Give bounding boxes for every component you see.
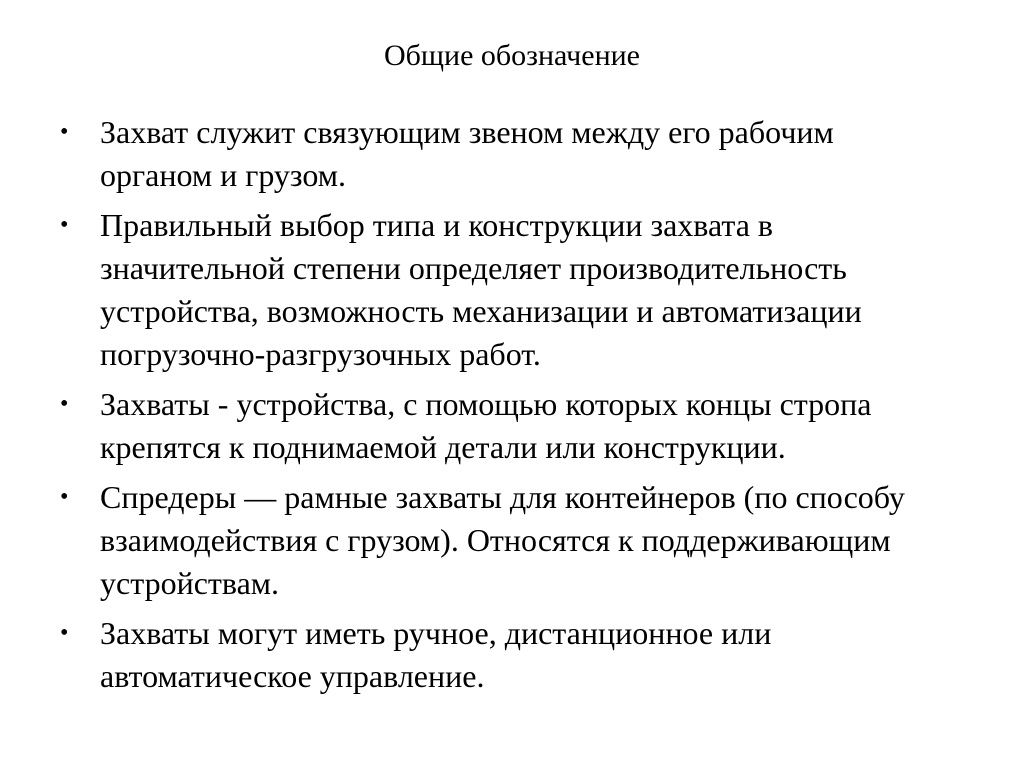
- bullet-line: крепятся к поднимаемой детали или конструкции.: [100, 429, 786, 465]
- bullet-item: [60, 111, 960, 197]
- bullet-dot-icon: •: [60, 119, 69, 145]
- bullet-item: [60, 612, 960, 698]
- bullet-line: органом и грузом.: [100, 157, 347, 193]
- bullet-line: автоматическое управление.: [100, 658, 485, 694]
- slide-title: Общие обозначение: [383, 39, 640, 72]
- bullet-list: [60, 111, 960, 705]
- bullet-dot-icon: •: [60, 484, 69, 510]
- bullet-item: [60, 204, 960, 376]
- bullet-item: [60, 383, 960, 469]
- bullet-line: взаимодействия с грузом). Относятся к поддерживающим: [100, 522, 891, 558]
- bullet-line: Захват служит связующим звеном между его рабочим: [100, 114, 834, 150]
- bullet-line: устройства, возможность механизации и автоматизации: [100, 293, 862, 329]
- bullet-item: [60, 476, 960, 605]
- bullet-line: устройствам.: [100, 565, 280, 601]
- bullet-line: погрузочно-разгрузочных работ.: [100, 336, 541, 372]
- bullet-dot-icon: •: [60, 391, 69, 417]
- bullet-line: Захваты - устройства, с помощью которых концы стропа: [100, 386, 872, 422]
- bullet-line: Захваты могут иметь ручное, дистанционное или: [100, 615, 772, 651]
- bullet-dot-icon: •: [60, 212, 69, 238]
- bullet-line: Правильный выбор типа и конструкции захвата в: [100, 207, 774, 243]
- bullet-line: Спредеры — рамные захваты для контейнеров (по способу: [100, 479, 905, 515]
- bullet-dot-icon: •: [60, 620, 69, 646]
- bullet-line: значительной степени определяет производительность: [100, 250, 847, 286]
